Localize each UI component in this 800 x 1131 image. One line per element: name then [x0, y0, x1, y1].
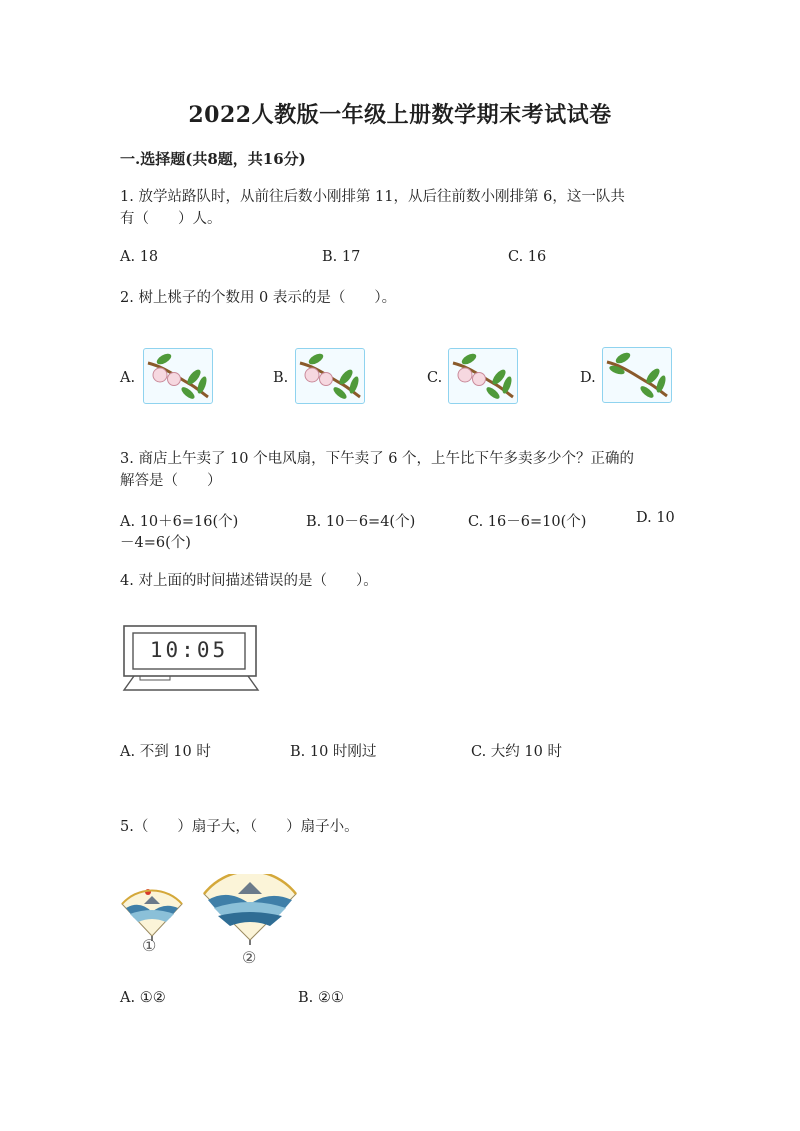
question-4-option-a[interactable]: A. 不到 10 时 [120, 744, 211, 760]
peach-branch-image-d [602, 347, 672, 403]
question-3-option-d-wrap: －4=6(个) [120, 535, 191, 551]
question-3-line-1: 3. 商店上午卖了 10 个电风扇，下午卖了 6 个，上午比下午多卖多少个？正确的 [120, 451, 635, 467]
question-5-option-b[interactable]: B. ②① [298, 990, 344, 1006]
question-2-option-a[interactable]: A. [120, 370, 136, 386]
question-4-text: 4. 对上面的时间描述错误的是（ ）。 [120, 573, 378, 589]
question-4-option-b[interactable]: B. 10 时刚过 [290, 744, 377, 760]
question-1-option-c[interactable]: C. 16 [508, 249, 547, 265]
question-2-text: 2. 树上桃子的个数用 0 表示的是（ ）。 [120, 290, 397, 306]
peach-branch-image-a [143, 348, 213, 404]
question-5-text: 5.（ ）扇子大，（ ）扇子小。 [120, 819, 359, 835]
question-4-option-c[interactable]: C. 大约 10 时 [471, 744, 562, 760]
small-fan-image [120, 886, 184, 942]
peach-branch-image-c [448, 348, 518, 404]
question-1-line-1: 1. 放学站路队时，从前往后数小刚排第 11，从后往前数小刚排第 6，这一队共 [120, 189, 625, 205]
question-2-option-b[interactable]: B. [273, 370, 289, 386]
section-heading: 一.选择题(共8题，共16分) [120, 150, 306, 168]
clock-display-readout: 10:05 [149, 638, 229, 662]
peach-branch-image-b [295, 348, 365, 404]
question-1-option-b[interactable]: B. 17 [322, 249, 361, 265]
question-1-line-2: 有（ ）人。 [120, 211, 222, 227]
digital-clock-image [120, 624, 262, 694]
question-3-option-a[interactable]: A. 10＋6=16(个) [120, 514, 239, 530]
page-title: 2022人教版一年级上册数学期末考试试卷 [188, 102, 612, 128]
question-3-option-c[interactable]: C. 16－6=10(个) [468, 514, 587, 530]
large-fan-image [202, 874, 298, 946]
question-2-option-d[interactable]: D. [580, 370, 596, 386]
question-3-line-2: 解答是（ ） [120, 473, 222, 489]
fan-label-2: ② [242, 948, 257, 967]
question-3-option-d[interactable]: D. 10 [636, 510, 675, 526]
fan-label-1: ① [142, 936, 157, 955]
question-1-option-a[interactable]: A. 18 [120, 249, 159, 265]
question-3-option-b[interactable]: B. 10－6=4(个) [306, 514, 416, 530]
question-5-option-a[interactable]: A. ①② [120, 990, 166, 1006]
question-2-option-c[interactable]: C. [427, 370, 443, 386]
